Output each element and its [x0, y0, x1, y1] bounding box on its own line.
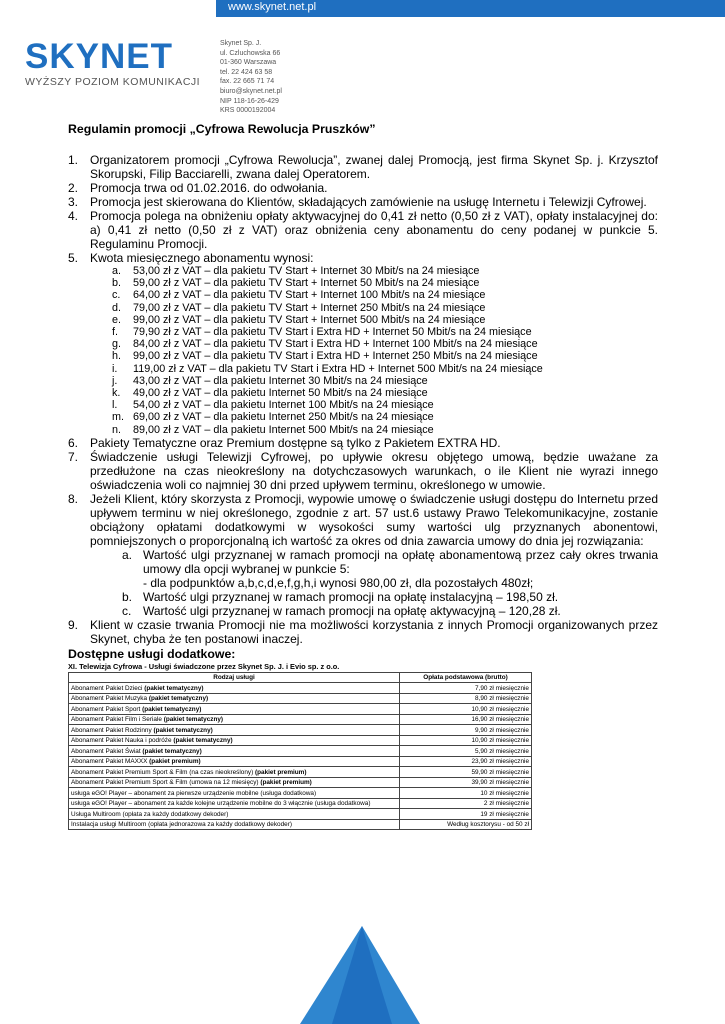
company-line: tel. 22 424 63 58	[220, 68, 273, 76]
header-service: Rodzaj usługi	[69, 672, 400, 683]
price-text: 43,00 zł z VAT – dla pakietu Internet 30 Mbit/s na 24 miesiące	[133, 374, 428, 387]
rule-text: Klient w czasie trwania Promocji nie ma możliwości korzystania z innych Promocji organizowanych przez Skynet, chyba że ten postanowi inaczej.	[90, 617, 658, 646]
table-row	[69, 704, 532, 715]
price-text: 89,00 zł z VAT – dla pakietu Internet 500 Mbit/s na 24 miesiące	[133, 423, 434, 436]
service-name: usługa eGO! Player – abonament za każde kolejne urządzenie mobilne do 3 włącznie (usługa dodatkowa)	[71, 800, 371, 808]
services-table	[68, 672, 532, 831]
relief-extra: - dla podpunktów a,b,c,d,e,f,g,h,i wynosi 980,00 zł, dla pozostałych 480zł;	[143, 575, 534, 590]
table-row	[69, 683, 532, 694]
company-line: NIP 118-16-26-429	[220, 97, 279, 105]
rule-item	[68, 195, 658, 209]
service-category: (pakiet premium)	[255, 768, 307, 776]
service-price: 10 zł miesięcznie	[400, 788, 532, 799]
rule-item	[68, 436, 658, 450]
price-letter: i.	[112, 362, 118, 375]
service-category: (pakiet tematyczny)	[163, 716, 224, 724]
rule-text: Promocja jest skierowana do Klientów, składających zamówienie na usługę Internetu i Telewizji Cyfrowej.	[90, 195, 647, 209]
service-name: Abonament Pakiet Rodzinny	[71, 726, 152, 734]
rule-number: 1.	[68, 153, 79, 167]
rule-item	[68, 618, 658, 646]
price-letter: d.	[112, 301, 122, 314]
service-price: 23,90 zł miesięcznie	[400, 756, 532, 767]
company-info	[220, 39, 282, 116]
price-letter: n.	[112, 423, 122, 436]
rule-item	[68, 181, 658, 195]
price-item	[90, 289, 658, 301]
service-price: 39,90 zł miesięcznie	[400, 777, 532, 788]
service-name: Abonament Pakiet MAXXX	[71, 758, 148, 766]
rule-text: Organizatorem promocji „Cyfrowa Rewolucja”, zwanej dalej Promocją, jest firma Skynet Sp. j. Krzysztof Skorupski, Filip Bacciarelli, zwana dalej Operatorem.	[90, 153, 658, 181]
service-name-cell	[69, 746, 400, 757]
price-letter: g.	[112, 338, 122, 351]
price-item	[90, 265, 658, 277]
service-price: 5,90 zł miesięcznie	[400, 746, 532, 757]
service-name: Abonament Pakiet Film i Seriale	[71, 716, 162, 724]
service-name: Abonament Pakiet Premium Sport & Film (na czas nieokreślony)	[71, 768, 254, 776]
rule-item	[68, 153, 658, 181]
table-title: XI. Telewizja Cyfrowa - Usługi świadczone przez Skynet Sp. J. i Evio sp. z o.o.	[68, 661, 340, 671]
price-text: 79,90 zł z VAT – dla pakietu TV Start i Extra HD + Internet 50 Mbit/s na 24 miesiące	[133, 326, 532, 339]
price-item	[90, 314, 658, 326]
rule-number: 7.	[68, 449, 79, 464]
service-name-cell	[69, 767, 400, 778]
service-category: (pakiet tematyczny)	[142, 705, 202, 713]
relief-letter: b.	[122, 589, 133, 604]
service-price: 8,90 zł miesięcznie	[400, 693, 532, 704]
relief-letter: c.	[122, 603, 132, 618]
service-price: 59,90 zł miesięcznie	[400, 767, 532, 778]
service-category: (pakiet premium)	[149, 758, 201, 766]
relief-list	[90, 548, 658, 618]
service-name: Abonament Pakiet Świat	[71, 747, 141, 755]
price-letter: k.	[112, 387, 121, 400]
rule-number: 5.	[68, 251, 79, 265]
rule-text: Promocja trwa od 01.02.2016. do odwołania.	[90, 181, 328, 195]
company-line: ul. Czluchowska 66	[220, 49, 281, 57]
table-row	[69, 767, 532, 778]
price-item	[90, 363, 658, 375]
rule-number: 4.	[68, 209, 79, 223]
relief-item	[90, 548, 658, 590]
price-item	[90, 302, 658, 314]
service-price: 10,90 zł miesięcznie	[400, 735, 532, 746]
price-letter: b.	[112, 277, 122, 290]
service-name-cell	[69, 756, 400, 767]
price-text: 54,00 zł z VAT – dla pakietu Internet 100 Mbit/s na 24 miesiące	[133, 399, 434, 412]
service-name-cell	[69, 777, 400, 788]
rule-number: 3.	[68, 195, 79, 209]
service-name: Abonament Pakiet Sport	[71, 705, 141, 713]
service-name-cell	[69, 704, 400, 715]
rule-item	[68, 251, 658, 436]
service-name: Abonament Pakiet Premium Sport & Film (umowa na 12 miesięcy)	[71, 779, 259, 787]
service-category: (pakiet tematyczny)	[144, 684, 204, 692]
service-name-cell	[69, 735, 400, 746]
service-name-cell	[69, 693, 400, 704]
relief-item	[90, 590, 658, 604]
price-item	[90, 375, 658, 387]
rule-text: Promocja polega na obniżeniu opłaty aktywacyjnej do 0,41 zł netto (0,50 zł z VAT), opłaty instalacyjnej do: a) 0,41 zł netto (0,50 zł z VAT) oraz obniżenia ceny abonamentu do ceny podanej w punkcie 5. Regulaminu Promocji.	[90, 209, 658, 251]
price-text: 99,00 zł z VAT – dla pakietu TV Start + Internet 500 Mbit/s na 24 miesiące	[133, 313, 486, 326]
relief-text: Wartość ulgi przyznanej w ramach promocji na opłatę abonamentową przez cały okres trwania umowy dla opcji wybranej w punkcie 5:	[143, 547, 658, 576]
bottom-star-graphic	[0, 914, 725, 1024]
price-letter: h.	[112, 350, 122, 363]
service-name-cell	[69, 725, 400, 736]
price-letter: m.	[112, 411, 124, 424]
header-bar	[216, 0, 725, 17]
price-item	[90, 424, 658, 436]
service-category: (pakiet tematyczny)	[153, 726, 213, 734]
price-text: 119,00 zł z VAT – dla pakietu TV Start i Extra HD + Internet 500 Mbit/s na 24 miesiące	[133, 362, 543, 375]
price-letter: f.	[112, 326, 118, 339]
price-text: 79,00 zł z VAT – dla pakietu TV Start + Internet 250 Mbit/s na 24 miesiące	[133, 301, 486, 314]
price-list	[90, 265, 658, 436]
logo-word: SKYNET	[25, 37, 173, 76]
service-name-cell	[69, 798, 400, 809]
company-line: Skynet Sp. J.	[220, 40, 262, 47]
price-item	[90, 399, 658, 411]
service-name: Abonament Pakiet Muzyka	[71, 695, 148, 703]
service-name-cell	[69, 714, 400, 725]
service-name-cell	[69, 683, 400, 694]
service-name: usługa eGO! Player – abonament za pierwsze urządzenie mobilne (usługa dodatkowa)	[71, 789, 317, 797]
price-text: 69,00 zł z VAT – dla pakietu Internet 250 Mbit/s na 24 miesiące	[133, 411, 434, 424]
service-price: 16,90 zł miesięcznie	[400, 714, 532, 725]
rule-text: Jeżeli Klient, który skorzysta z Promocji, wypowie umowę o świadczenie usługi dostępu do Internetu przed upływem terminu w niej określonego, zgodnie z art. 57 ust.6 ustawy Prawo Telekomunikacyjne, zostanie obciążony opłatami dodatkowymi w wysokości sumy wartości ulg przyznanych abonentowi, pomniejszonych o proporcjonalną ich wartość za okres od dnia zawarcia umowy do dnia jej rozwiązania:	[90, 491, 658, 548]
price-item	[90, 326, 658, 338]
price-text: 59,00 zł z VAT – dla pakietu TV Start + Internet 50 Mbit/s na 24 miesiące	[133, 277, 480, 290]
price-text: 49,00 zł z VAT – dla pakietu Internet 50 Mbit/s na 24 miesiące	[133, 387, 428, 400]
price-letter: j.	[112, 374, 118, 387]
table-row	[69, 777, 532, 788]
extras-heading: Dostępne usługi dodatkowe:	[68, 646, 236, 661]
service-name: Abonament Pakiet Dzieci	[71, 684, 143, 692]
service-name: Instalacja usługi Multiroom (opłata jednorazowa za każdy dodatkowy dekoder)	[71, 821, 292, 829]
relief-letter: a.	[122, 547, 133, 562]
table-row	[69, 735, 532, 746]
service-category: (pakiet tematyczny)	[142, 747, 202, 755]
relief-text: Wartość ulgi przyznanej w ramach promocji na opłatę aktywacyjną – 120,28 zł.	[143, 603, 561, 618]
table-row	[69, 798, 532, 809]
rule-number: 8.	[68, 491, 79, 506]
header-price: Opłata podstawowa (brutto)	[400, 672, 532, 683]
table-row	[69, 714, 532, 725]
table-row	[69, 693, 532, 704]
rule-item	[68, 492, 658, 618]
company-line: 01-360 Warszawa	[220, 59, 277, 67]
table-row	[69, 725, 532, 736]
price-item	[90, 387, 658, 399]
table-row	[69, 756, 532, 767]
table-header-row	[69, 672, 532, 683]
service-price: 19 zł miesięcznie	[400, 809, 532, 820]
service-name-cell	[69, 819, 400, 830]
service-category: (pakiet premium)	[260, 779, 312, 787]
price-text: 99,00 zł z VAT – dla pakietu TV Start i Extra HD + Internet 250 Mbit/s na 24 miesiące	[133, 350, 538, 363]
rule-text: Świadczenie usługi Telewizji Cyfrowej, po upływie okresu objętego umową, będzie uważane za przedłużone na czas nieokreślony na dotychczasowych warunkach, o ile Klient nie wyrazi innego oświadczenia woli co najmniej 30 dni przed upływem terminu, określonego w umowie.	[90, 449, 658, 492]
table-row	[69, 809, 532, 820]
price-letter: l.	[112, 399, 118, 412]
table-row	[69, 819, 532, 830]
company-line: biuro@skynet.net.pl	[220, 87, 282, 95]
service-price: Według kosztorysu - od 50 zł	[400, 819, 532, 830]
document-title: Regulamin promocji „Cyfrowa Rewolucja Pruszków”	[68, 122, 376, 136]
rule-number: 2.	[68, 181, 79, 195]
rule-number: 6.	[68, 435, 79, 450]
price-text: 64,00 zł z VAT – dla pakietu TV Start + Internet 100 Mbit/s na 24 miesiące	[133, 289, 486, 302]
rule-item	[68, 209, 658, 251]
document-body	[68, 122, 658, 830]
service-name-cell	[69, 809, 400, 820]
price-item	[90, 277, 658, 289]
service-name-cell	[69, 788, 400, 799]
service-name: Usługa Multiroom (opłata za każdy dodatkowy dekoder)	[71, 810, 229, 818]
price-letter: a.	[112, 265, 122, 277]
relief-text: Wartość ulgi przyznanej w ramach promocji na opłatę instalacyjną – 198,50 zł.	[143, 589, 559, 604]
company-line: fax. 22 665 71 74	[220, 78, 275, 86]
price-text: 53,00 zł z VAT – dla pakietu TV Start + Internet 30 Mbit/s na 24 miesiące	[133, 265, 480, 277]
skynet-logo	[25, 37, 201, 88]
service-price: 10,90 zł miesięcznie	[400, 704, 532, 715]
service-price: 9,90 zł miesięcznie	[400, 725, 532, 736]
rule-number: 9.	[68, 617, 79, 632]
service-price: 7,90 zł miesięcznie	[400, 683, 532, 694]
company-line: KRS 0000192004	[220, 107, 276, 115]
table-row	[69, 788, 532, 799]
service-price: 2 zł miesięcznie	[400, 798, 532, 809]
price-item	[90, 350, 658, 362]
price-item	[90, 411, 658, 423]
service-name: Abonament Pakiet Nauka i podróże	[71, 737, 172, 745]
rule-text: Pakiety Tematyczne oraz Premium dostępne są tylko z Pakietem EXTRA HD.	[90, 435, 501, 450]
logo-tagline: WYŻSZY POZIOM KOMUNIKACJI	[25, 76, 201, 88]
service-category: (pakiet tematyczny)	[173, 737, 233, 745]
price-item	[90, 338, 658, 350]
price-text: 84,00 zł z VAT – dla pakietu TV Start i Extra HD + Internet 100 Mbit/s na 24 miesiące	[133, 338, 538, 351]
rule-item	[68, 450, 658, 492]
relief-item	[90, 604, 658, 618]
rules-list	[68, 153, 658, 646]
rule-text: Kwota miesięcznego abonamentu wynosi:	[90, 251, 314, 265]
website-url: www.skynet.net.pl	[228, 1, 317, 13]
price-letter: c.	[112, 289, 121, 302]
price-letter: e.	[112, 313, 122, 326]
service-category: (pakiet tematyczny)	[148, 695, 209, 703]
table-row	[69, 746, 532, 757]
